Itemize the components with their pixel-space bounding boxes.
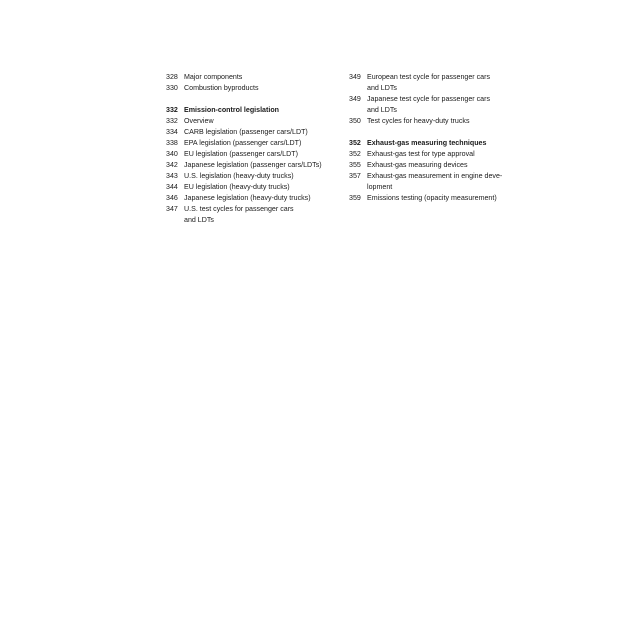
toc-entry — [349, 171, 519, 182]
toc-page-number: 343 — [166, 172, 178, 180]
toc-entry-title: and LDTs — [367, 84, 397, 92]
toc-page-number — [349, 105, 367, 116]
toc-entry-title: Exhaust-gas measuring techniques — [367, 139, 487, 147]
toc-entry-title: Emissions testing (opacity measurement) — [367, 194, 497, 202]
toc-entry — [349, 94, 519, 105]
toc-entry-title: Exhaust-gas test for type approval — [367, 150, 475, 158]
toc-entry-title: EU legislation (passenger cars/LDT) — [184, 150, 298, 158]
toc-entry-title: Combustion byproducts — [184, 84, 259, 92]
toc-page-number — [166, 215, 184, 226]
toc-page-number: 347 — [166, 205, 178, 213]
toc-page-number: 340 — [166, 150, 178, 158]
toc-entry — [349, 160, 519, 171]
toc-entry — [349, 72, 519, 83]
toc-column-left — [166, 72, 336, 226]
toc-page-number: 332 — [166, 117, 178, 125]
toc-entry — [349, 105, 519, 116]
toc-page-number: 349 — [349, 95, 361, 103]
toc-entry — [166, 83, 336, 94]
toc-page-number: 355 — [349, 161, 361, 169]
toc-entry — [349, 83, 519, 94]
toc-page-number: 357 — [349, 172, 361, 180]
toc-entry-title: Test cycles for heavy-duty trucks — [367, 117, 470, 125]
toc-entry-title: Major components — [184, 73, 243, 81]
toc-entry-title: Japanese legislation (passenger cars/LDTs) — [184, 161, 322, 169]
toc-entry — [166, 138, 336, 149]
toc-page-number: 350 — [349, 117, 361, 125]
toc-entry — [166, 171, 336, 182]
toc-entry-title: Exhaust-gas measuring devices — [367, 161, 468, 169]
toc-entry-title: CARB legislation (passenger cars/LDT) — [184, 128, 308, 136]
toc-entry-title: and LDTs — [184, 216, 214, 224]
toc-page-number: 352 — [349, 139, 361, 147]
toc-page-number: 349 — [349, 73, 361, 81]
toc-entry-title: Japanese legislation (heavy-duty trucks) — [184, 194, 311, 202]
toc-entry — [349, 149, 519, 160]
toc-page-number: 328 — [166, 73, 178, 81]
toc-entry-title: Exhaust-gas measurement in engine deve- — [367, 172, 503, 180]
toc-page-number: 342 — [166, 161, 178, 169]
section-gap — [349, 127, 519, 138]
toc-entry-title: EU legislation (heavy-duty trucks) — [184, 183, 290, 191]
toc-page-number: 332 — [166, 106, 178, 114]
toc-entry-title: Overview — [184, 117, 214, 125]
toc-page-number: 346 — [166, 194, 178, 202]
toc-entry — [166, 116, 336, 127]
toc-page-number: 334 — [166, 128, 178, 136]
toc-entry — [166, 204, 336, 215]
toc-entry-title: Japanese test cycle for passenger cars — [367, 95, 491, 103]
toc-page-number: 352 — [349, 150, 361, 158]
toc-entry — [166, 182, 336, 193]
toc-section-heading — [166, 105, 336, 116]
toc-entry — [166, 215, 336, 226]
toc-entry-title: EPA legislation (passenger cars/LDT) — [184, 139, 302, 147]
toc-entry-title: U.S. legislation (heavy-duty trucks) — [184, 172, 294, 180]
toc-entry-title: U.S. test cycles for passenger cars — [184, 205, 294, 213]
toc-page-number: 338 — [166, 139, 178, 147]
toc-entry — [349, 193, 519, 204]
toc-page-number — [349, 182, 367, 193]
toc-entry — [166, 72, 336, 83]
section-gap — [166, 94, 336, 105]
toc-entry-title: lopment — [367, 183, 393, 191]
toc-entry-title: European test cycle for passenger cars — [367, 73, 491, 81]
toc-entry — [166, 149, 336, 160]
toc-page-number — [349, 83, 367, 94]
toc-entry — [349, 182, 519, 193]
toc-entry-title: and LDTs — [367, 106, 397, 114]
toc-entry — [349, 116, 519, 127]
toc-page-number: 344 — [166, 183, 178, 191]
toc-entry — [166, 193, 336, 204]
toc-page-number: 359 — [349, 194, 361, 202]
toc-page-number: 330 — [166, 84, 178, 92]
toc-entry — [166, 127, 336, 138]
toc-section-heading — [349, 138, 519, 149]
toc-entry — [166, 160, 336, 171]
toc-column-right — [349, 72, 519, 204]
toc-entry-title: Emission-control legislation — [184, 106, 279, 114]
